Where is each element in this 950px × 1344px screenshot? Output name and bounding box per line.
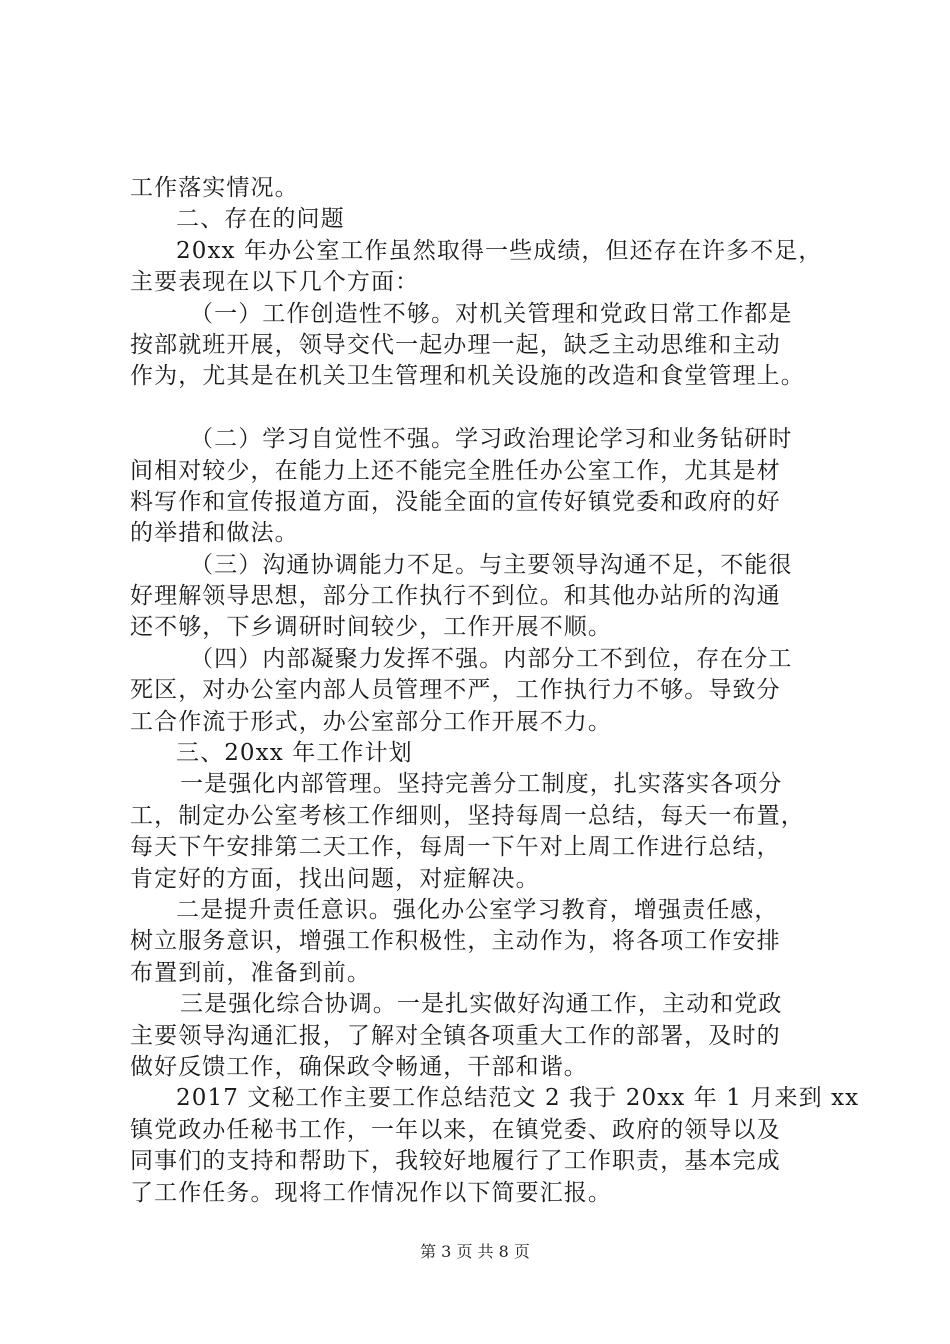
text-line: 主要领导沟通汇报，了解对全镇各项重大工作的部署，及时的 <box>130 1022 781 1049</box>
text-line: 三是强化综合协调。一是扎实做好沟通工作，主动和党政 <box>180 991 783 1018</box>
page-footer: 第 3 页 共 8 页 <box>420 1242 530 1261</box>
text-line: 还不够，下乡调研时间较少，工作开展不顺。 <box>130 614 612 641</box>
text-line: 主要表现在以下几个方面： <box>130 269 420 296</box>
text-line: 每天下午安排第二天工作，每周一下午对上周工作进行总结， <box>130 834 781 861</box>
text-line: 好理解领导思想，部分工作执行不到位。和其他办站所的沟通 <box>130 583 781 610</box>
text-line: 做好反馈工作，确保政令畅通，干部和谐。 <box>130 1053 588 1080</box>
text-line: 了工作任务。现将工作情况作以下简要汇报。 <box>130 1179 612 1206</box>
text-line: 按部就班开展，领导交代一起办理一起，缺乏主动思维和主动 <box>130 331 781 358</box>
section-heading: 二、存在的问题 <box>176 206 345 233</box>
text-line: 工，制定办公室考核工作细则，坚持每周一总结，每天一布置， <box>130 802 805 829</box>
text-line: 肯定好的方面，找出问题，对症解决。 <box>130 865 540 892</box>
text-line: 工合作流于形式，办公室部分工作开展不力。 <box>130 708 612 735</box>
text-line: 一是强化内部管理。坚持完善分工制度，扎实落实各项分 <box>180 771 783 798</box>
text-line: （二）学习自觉性不强。学习政治理论学习和业务钻研时 <box>190 426 793 453</box>
text-line: 死区，对办公室内部人员管理不严，工作执行力不够。导致分 <box>130 677 781 704</box>
section-heading: 三、20xx 年工作计划 <box>176 740 413 767</box>
text-line: 料写作和宣传报道方面，没能全面的宣传好镇党委和政府的好 <box>130 488 781 515</box>
document-body <box>130 173 860 1209</box>
paragraph-gap <box>130 393 830 424</box>
text-line: 二是提升责任意识。强化办公室学习教育，增强责任感， <box>176 896 779 923</box>
text-line: 树立服务意识，增强工作积极性，主动作为，将各项工作安排 <box>130 928 781 955</box>
text-line: 布置到前，准备到前。 <box>130 959 371 986</box>
text-line: 同事们的支持和帮助下，我较好地履行了工作职责，基本完成 <box>130 1148 781 1175</box>
text-line: （一）工作创造性不够。对机关管理和党政日常工作都是 <box>190 300 793 327</box>
text-line: 作为，尤其是在机关卫生管理和机关设施的改造和食堂管理上。 <box>130 363 805 390</box>
text-line: （四）内部凝聚力发挥不强。内部分工不到位，存在分工 <box>190 645 793 672</box>
text-line: 20xx 年办公室工作虽然取得一些成绩，但还存在许多不足， <box>176 237 823 264</box>
text-line: 的举措和做法。 <box>130 520 299 547</box>
text-line: 工作落实情况。 <box>130 175 299 201</box>
text-line: 2017 文秘工作主要工作总结范文 2 我于 20xx 年 1 月来到 xx <box>176 1085 860 1112</box>
text-line: 镇党政办任秘书工作，一年以来，在镇党委、政府的领导以及 <box>130 1116 781 1143</box>
text-line: （三）沟通协调能力不足。与主要领导沟通不足，不能很 <box>190 551 793 578</box>
text-line: 间相对较少，在能力上还不能完全胜任办公室工作，尤其是材 <box>130 457 781 484</box>
